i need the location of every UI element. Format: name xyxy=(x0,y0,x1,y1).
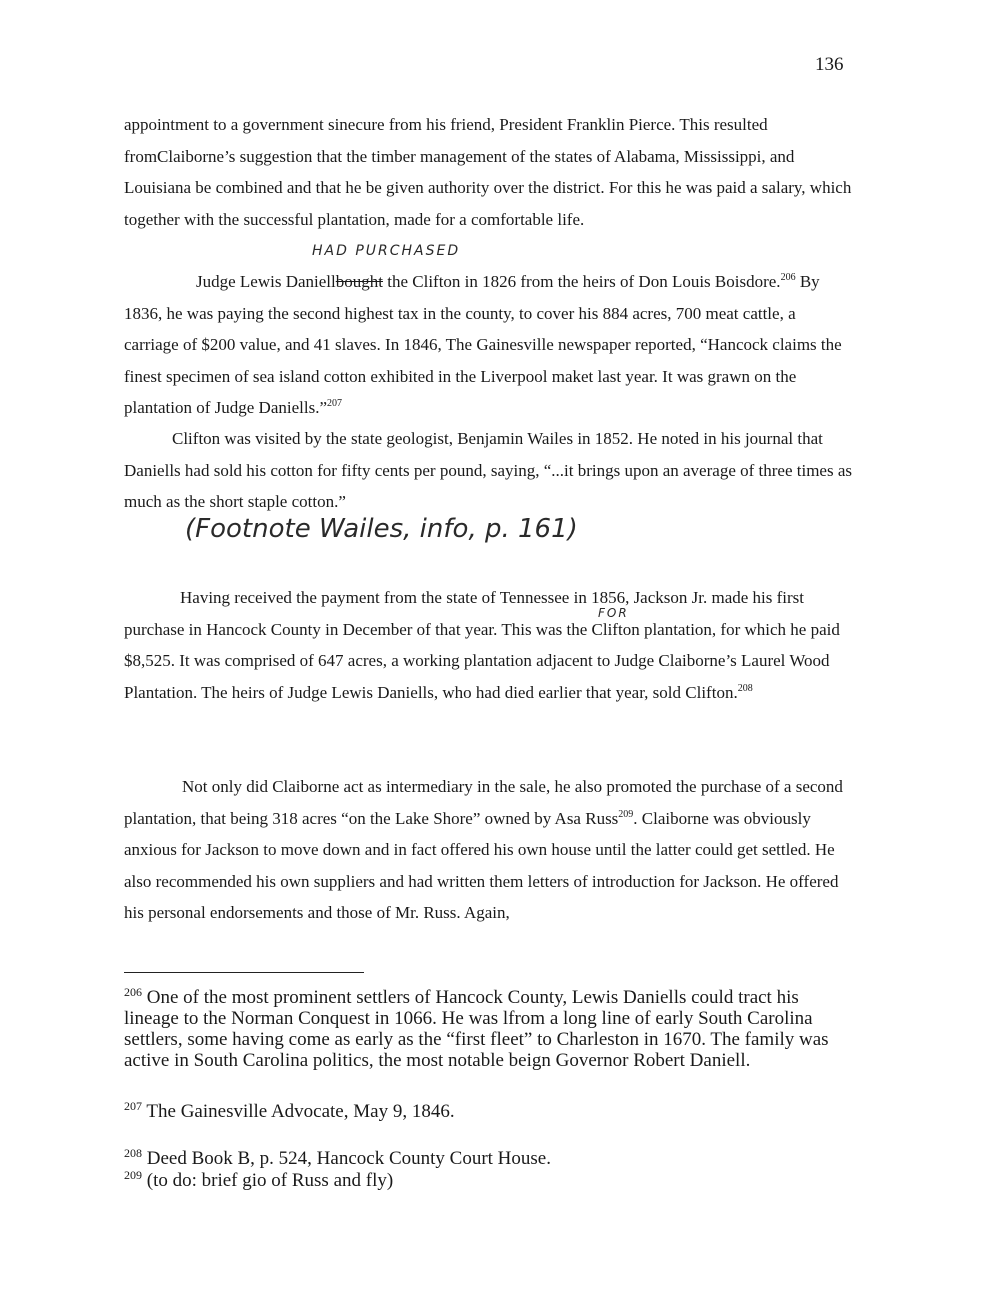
footnote-ref-206: 206 xyxy=(780,272,796,283)
footnote-number: 208 xyxy=(124,1146,142,1160)
struck-word: bought xyxy=(335,272,383,291)
handwritten-insertion-had-purchased: HAD PURCHASED xyxy=(312,243,461,259)
footnote-208 xyxy=(124,1148,854,1169)
p4-text-after: the Clifton plantation, for which he paid $8,525. It was comprised of 647 acres, a working plantation adjacent to Judge Claiborne’s Laurel Wood Plantation. The heirs of Judge Lewis Daniells, who had died earlier that year, sold Clifton. xyxy=(124,619,840,702)
footnote-text: (to do: brief gio of Russ and fly) xyxy=(146,1170,394,1191)
p2-text-mid: By 1836, he was paying the second highest tax in the county, to cover his 884 acres, 700 meat cattle, a carriage of $200 value, and 41 slaves. In 1846, The Gainesville newspaper reported, “Hancock claims the finest specimen of sea island cotton exhibited in the Liverpool maket last year. It was grawn on the plantation of Judge Daniells.” xyxy=(124,272,842,417)
footnote-ref-207: 207 xyxy=(327,398,343,409)
footnote-divider xyxy=(124,972,364,973)
footnote-207 xyxy=(124,1101,854,1122)
paragraph-2 xyxy=(124,266,854,424)
page-number: 136 xyxy=(815,54,844,75)
footnote-number: 209 xyxy=(124,1168,142,1182)
p5-text-after: . Claiborne was obviously anxious for Jackson to move down and in fact offered his own house until the latter could get settled. He also recommended his own suppliers and had written them letters of introduction for Jackson. He offered his personal endorsements and those of Mr. Russ. Again, xyxy=(124,808,839,922)
footnote-text: One of the most prominent settlers of Hancock County, Lewis Daniells could tract his lineage to the Norman Conquest in 1066. He was lfrom a long line of early South Carolina settlers, some having come as early as the “first fleet” to Charleston in 1670. The family was active in South Carolina politics, the most notable beign Governor Robert Daniell. xyxy=(124,987,829,1071)
footnote-ref-208: 208 xyxy=(737,682,753,694)
p2-text-after: the Clifton in 1826 from the heirs of Don Louis Boisdore. xyxy=(382,272,781,291)
paragraph-3: Clifton was visited by the state geologist, Benjamin Wailes in 1852. He noted in his journal that Daniells had sold his cotton for fifty cents per pound, saying, “...it brings upon an average of three times as much as the short staple cotton.” xyxy=(124,429,852,511)
paragraph-5 xyxy=(124,771,854,929)
footnote-206 xyxy=(124,987,854,1071)
footnote-209 xyxy=(124,1170,854,1191)
footnote-number: 207 xyxy=(124,1099,142,1113)
footnote-ref-209: 209 xyxy=(618,808,634,820)
paragraph-1: appointment to a government sinecure from his friend, President Franklin Pierce. This resulted fromClaiborne’s suggestion that the timber management of the states of Alabama, Mississippi, and Louisiana be combined and that he be given authority over the district. For this he was paid a salary, which together with the successful plantation, made for a comfortable life. xyxy=(124,115,852,229)
p2-text-before: Judge Lewis Daniell xyxy=(196,272,336,291)
footnote-text: The Gainesville Advocate, May 9, 1846. xyxy=(146,1101,455,1122)
footnote-text: Deed Book B, p. 524, Hancock County Court House. xyxy=(146,1148,551,1169)
p5-text-before: Not only did Claiborne act as intermediary in the sale, he also promoted the purchase of a second plantation, that being 318 acres “on the Lake Shore” owned by Asa Russ xyxy=(124,777,843,828)
handwritten-note-footnote-wailes: (Footnote Wailes, info, p. 161) xyxy=(185,514,578,544)
handwritten-insertion-for: FOR xyxy=(598,606,629,620)
paragraph-4 xyxy=(124,582,854,708)
footnote-number: 206 xyxy=(124,985,142,999)
p4-text-before: Having received the payment from the state of Tennessee in 1856, Jackson Jr. made his first purchase in Hancock County in December of that year. This was xyxy=(124,588,805,639)
